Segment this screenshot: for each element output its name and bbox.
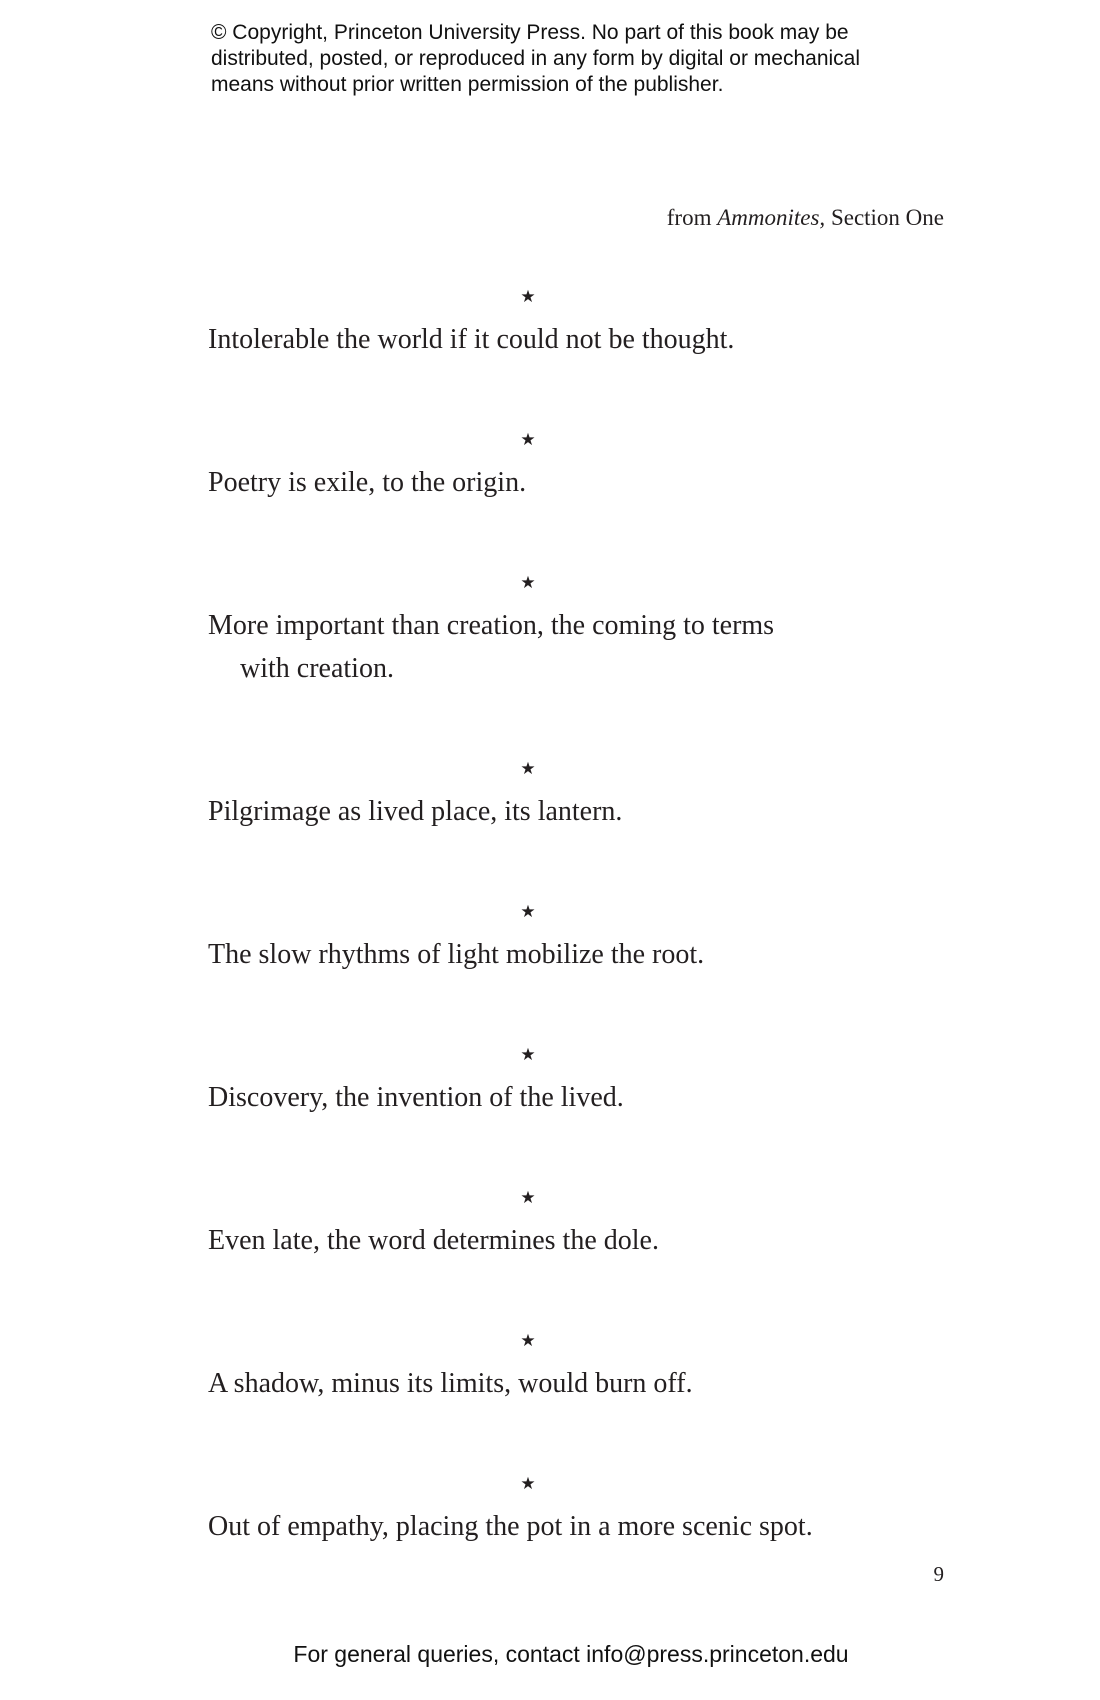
star-separator-icon: ★ [520,573,536,593]
aphorism-text [208,933,968,976]
aphorism [208,1188,968,1262]
copyright-line: means without prior written permission of the publisher. [211,73,724,96]
aphorism [208,759,968,833]
aphorism-text [208,1362,968,1405]
star-separator-icon: ★ [520,1474,536,1494]
aphorism-continuation: with creation. [240,653,394,684]
aphorism-line: Out of empathy, placing the pot in a more scenic spot. [208,1511,813,1542]
aphorism [208,1045,968,1119]
aphorism-text [208,318,968,361]
source-prefix: from [666,205,718,230]
aphorism-line: Even late, the word determines the dole. [208,1225,659,1256]
aphorism [208,1474,968,1548]
aphorism-line: Discovery, the invention of the lived. [208,1082,624,1113]
aphorism-text [208,1505,968,1548]
aphorism-text [208,604,968,690]
aphorism-line: Pilgrimage as lived place, its lantern. [208,796,623,827]
star-separator-icon: ★ [520,759,536,779]
source-suffix: Section One [825,205,944,230]
copyright-line: © Copyright, Princeton University Press. No part of this book may be [211,21,849,44]
star-separator-icon: ★ [520,1188,536,1208]
aphorism [208,1331,968,1405]
footer-text: For general queries, contact info@press.princeton.edu [293,1641,849,1667]
copyright-notice [211,20,931,98]
source-title: Ammonites, [717,205,826,230]
aphorism-text [208,461,968,504]
star-separator-icon: ★ [520,902,536,922]
aphorism-line: Intolerable the world if it could not be thought. [208,324,735,355]
aphorism-line: A shadow, minus its limits, would burn off. [208,1368,693,1399]
aphorism [208,902,968,976]
star-separator-icon: ★ [520,287,536,307]
footer-contact [0,1640,1100,1668]
star-separator-icon: ★ [520,1331,536,1351]
aphorism [208,287,968,361]
aphorism-text [208,1219,968,1262]
aphorism-text [208,790,968,833]
source-attribution [667,204,944,232]
star-separator-icon: ★ [520,430,536,450]
aphorism-line: The slow rhythms of light mobilize the root. [208,939,705,970]
page-number: 9 [933,1562,944,1586]
copyright-line: distributed, posted, or reproduced in any form by digital or mechanical [211,47,861,70]
aphorism [208,573,968,690]
aphorism-line: Poetry is exile, to the origin. [208,467,527,498]
aphorism-text [208,1076,968,1119]
aphorism [208,430,968,504]
aphorism-list [208,287,968,1548]
star-separator-icon: ★ [520,1045,536,1065]
aphorism-line: More important than creation, the coming to terms [208,610,775,641]
